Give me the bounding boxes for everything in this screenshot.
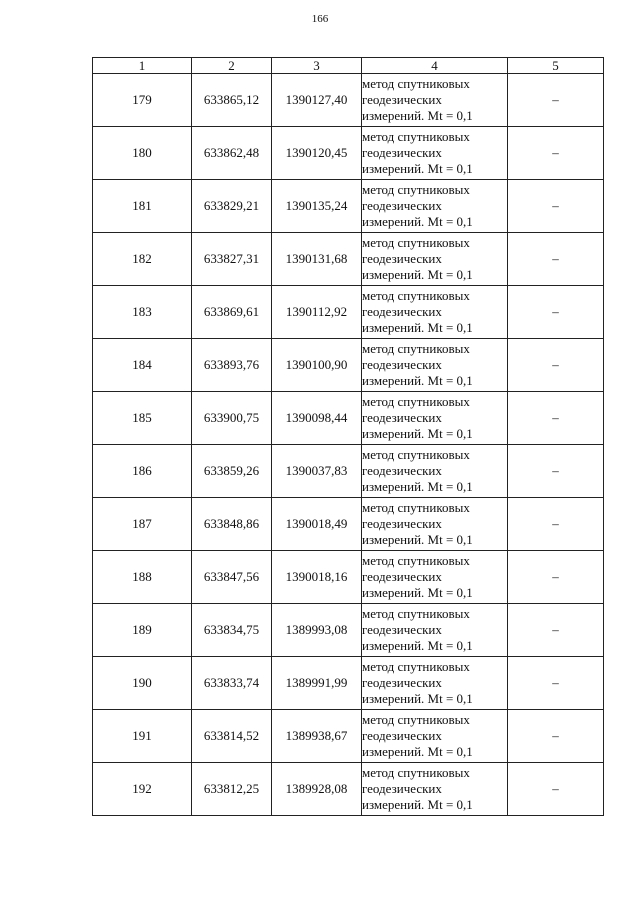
method-line: метод спутниковых xyxy=(362,606,470,621)
method-line: геодезических xyxy=(362,622,442,637)
note-cell: – xyxy=(508,551,604,604)
note-cell: – xyxy=(508,604,604,657)
method-line: измерений. Mt = 0,1 xyxy=(362,161,473,176)
point-number-cell: 187 xyxy=(93,498,192,551)
method-line: измерений. Mt = 0,1 xyxy=(362,214,473,229)
method-line: метод спутниковых xyxy=(362,394,470,409)
method-line: метод спутниковых xyxy=(362,447,470,462)
method-line: измерений. Mt = 0,1 xyxy=(362,638,473,653)
point-number-cell: 192 xyxy=(93,763,192,816)
x-coordinate-cell: 633829,21 xyxy=(192,180,272,233)
point-number-cell: 188 xyxy=(93,551,192,604)
coordinates-table xyxy=(92,57,604,816)
method-cell xyxy=(362,710,508,763)
method-line: измерений. Mt = 0,1 xyxy=(362,797,473,812)
table-row xyxy=(93,127,604,180)
y-coordinate-cell: 1390112,92 xyxy=(272,286,362,339)
method-line: метод спутниковых xyxy=(362,341,470,356)
x-coordinate-cell: 633812,25 xyxy=(192,763,272,816)
method-line: геодезических xyxy=(362,92,442,107)
method-cell xyxy=(362,127,508,180)
note-cell: – xyxy=(508,657,604,710)
note-cell: – xyxy=(508,763,604,816)
point-number-cell: 180 xyxy=(93,127,192,180)
method-line: геодезических xyxy=(362,728,442,743)
column-header-4: 4 xyxy=(362,58,508,74)
method-cell xyxy=(362,657,508,710)
note-cell: – xyxy=(508,498,604,551)
method-line: геодезических xyxy=(362,781,442,796)
y-coordinate-cell: 1390100,90 xyxy=(272,339,362,392)
method-line: измерений. Mt = 0,1 xyxy=(362,426,473,441)
x-coordinate-cell: 633865,12 xyxy=(192,74,272,127)
table-body xyxy=(93,74,604,816)
method-line: геодезических xyxy=(362,516,442,531)
y-coordinate-cell: 1390135,24 xyxy=(272,180,362,233)
x-coordinate-cell: 633859,26 xyxy=(192,445,272,498)
method-line: измерений. Mt = 0,1 xyxy=(362,267,473,282)
method-line: геодезических xyxy=(362,198,442,213)
table-row xyxy=(93,233,604,286)
note-cell: – xyxy=(508,445,604,498)
table-row xyxy=(93,498,604,551)
x-coordinate-cell: 633834,75 xyxy=(192,604,272,657)
x-coordinate-cell: 633869,61 xyxy=(192,286,272,339)
method-line: метод спутниковых xyxy=(362,288,470,303)
method-cell xyxy=(362,445,508,498)
method-cell xyxy=(362,339,508,392)
point-number-cell: 179 xyxy=(93,74,192,127)
note-cell: – xyxy=(508,74,604,127)
point-number-cell: 184 xyxy=(93,339,192,392)
method-cell xyxy=(362,604,508,657)
table-row xyxy=(93,180,604,233)
method-cell xyxy=(362,551,508,604)
point-number-cell: 183 xyxy=(93,286,192,339)
method-cell xyxy=(362,392,508,445)
table-header-row xyxy=(93,58,604,74)
method-line: метод спутниковых xyxy=(362,553,470,568)
table-row xyxy=(93,392,604,445)
method-line: геодезических xyxy=(362,357,442,372)
method-line: измерений. Mt = 0,1 xyxy=(362,744,473,759)
method-cell xyxy=(362,74,508,127)
x-coordinate-cell: 633900,75 xyxy=(192,392,272,445)
point-number-cell: 181 xyxy=(93,180,192,233)
method-line: измерений. Mt = 0,1 xyxy=(362,108,473,123)
point-number-cell: 189 xyxy=(93,604,192,657)
y-coordinate-cell: 1390018,16 xyxy=(272,551,362,604)
table-row xyxy=(93,445,604,498)
x-coordinate-cell: 633827,31 xyxy=(192,233,272,286)
method-line: геодезических xyxy=(362,410,442,425)
x-coordinate-cell: 633833,74 xyxy=(192,657,272,710)
method-line: измерений. Mt = 0,1 xyxy=(362,691,473,706)
method-line: геодезических xyxy=(362,251,442,266)
method-line: геодезических xyxy=(362,675,442,690)
note-cell: – xyxy=(508,710,604,763)
y-coordinate-cell: 1390098,44 xyxy=(272,392,362,445)
point-number-cell: 186 xyxy=(93,445,192,498)
page-number: 166 xyxy=(311,13,329,25)
note-cell: – xyxy=(508,127,604,180)
note-cell: – xyxy=(508,339,604,392)
y-coordinate-cell: 1390037,83 xyxy=(272,445,362,498)
point-number-cell: 191 xyxy=(93,710,192,763)
table-row xyxy=(93,657,604,710)
method-line: метод спутниковых xyxy=(362,235,470,250)
column-header-2: 2 xyxy=(192,58,272,74)
method-line: геодезических xyxy=(362,569,442,584)
y-coordinate-cell: 1389928,08 xyxy=(272,763,362,816)
x-coordinate-cell: 633862,48 xyxy=(192,127,272,180)
y-coordinate-cell: 1390131,68 xyxy=(272,233,362,286)
note-cell: – xyxy=(508,180,604,233)
point-number-cell: 182 xyxy=(93,233,192,286)
x-coordinate-cell: 633814,52 xyxy=(192,710,272,763)
method-line: метод спутниковых xyxy=(362,182,470,197)
y-coordinate-cell: 1389938,67 xyxy=(272,710,362,763)
y-coordinate-cell: 1390127,40 xyxy=(272,74,362,127)
method-cell xyxy=(362,763,508,816)
method-cell xyxy=(362,233,508,286)
table-row xyxy=(93,710,604,763)
method-line: измерений. Mt = 0,1 xyxy=(362,532,473,547)
method-line: метод спутниковых xyxy=(362,712,470,727)
table-row xyxy=(93,74,604,127)
column-header-1: 1 xyxy=(93,58,192,74)
y-coordinate-cell: 1390120,45 xyxy=(272,127,362,180)
note-cell: – xyxy=(508,286,604,339)
method-line: измерений. Mt = 0,1 xyxy=(362,373,473,388)
method-line: метод спутниковых xyxy=(362,129,470,144)
x-coordinate-cell: 633848,86 xyxy=(192,498,272,551)
table-row xyxy=(93,286,604,339)
method-cell xyxy=(362,180,508,233)
method-line: измерений. Mt = 0,1 xyxy=(362,320,473,335)
point-number-cell: 185 xyxy=(93,392,192,445)
column-header-3: 3 xyxy=(272,58,362,74)
y-coordinate-cell: 1389991,99 xyxy=(272,657,362,710)
method-line: метод спутниковых xyxy=(362,500,470,515)
column-header-5: 5 xyxy=(508,58,604,74)
table-row xyxy=(93,551,604,604)
point-number-cell: 190 xyxy=(93,657,192,710)
x-coordinate-cell: 633893,76 xyxy=(192,339,272,392)
method-line: геодезических xyxy=(362,304,442,319)
table-row xyxy=(93,604,604,657)
method-line: геодезических xyxy=(362,463,442,478)
method-line: измерений. Mt = 0,1 xyxy=(362,479,473,494)
method-line: измерений. Mt = 0,1 xyxy=(362,585,473,600)
method-cell xyxy=(362,286,508,339)
note-cell: – xyxy=(508,392,604,445)
table-row xyxy=(93,763,604,816)
table-row xyxy=(93,339,604,392)
method-cell xyxy=(362,498,508,551)
method-line: метод спутниковых xyxy=(362,765,470,780)
method-line: геодезических xyxy=(362,145,442,160)
x-coordinate-cell: 633847,56 xyxy=(192,551,272,604)
y-coordinate-cell: 1390018,49 xyxy=(272,498,362,551)
method-line: метод спутниковых xyxy=(362,76,470,91)
note-cell: – xyxy=(508,233,604,286)
method-line: метод спутниковых xyxy=(362,659,470,674)
y-coordinate-cell: 1389993,08 xyxy=(272,604,362,657)
